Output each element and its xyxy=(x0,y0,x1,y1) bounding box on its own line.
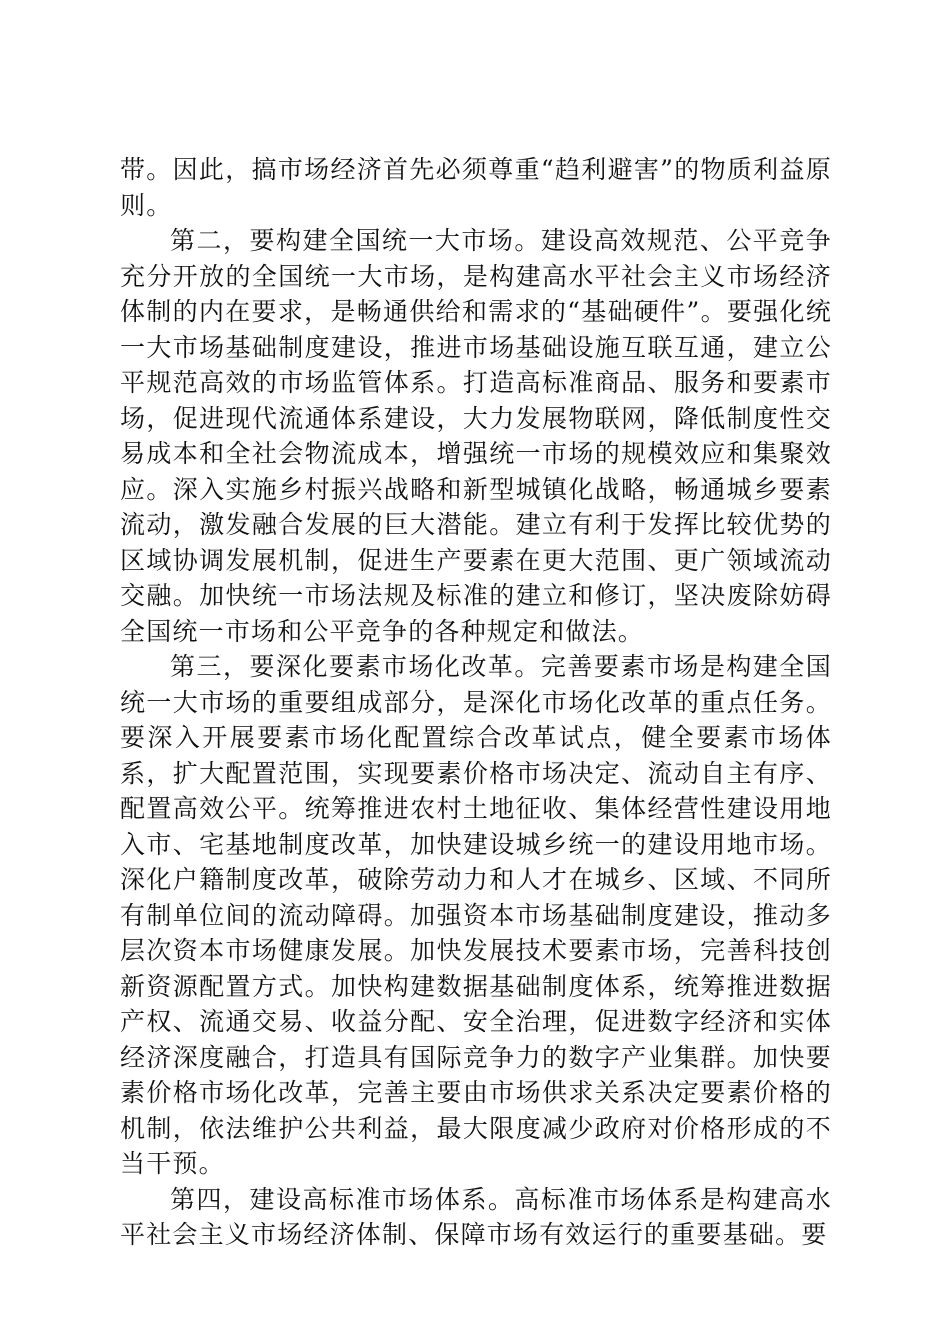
paragraph-high-standard-market: 第四，建设高标准市场体系。高标准市场体系是构建高水平社会主义市场经济体制、保障市场有效运行的重要基础。要 xyxy=(120,1184,832,1249)
paragraph-factor-market-reform: 第三，要深化要素市场化改革。完善要素市场是构建全国统一大市场的重要组成部分，是深化市场化改革的重点任务。要深入开展要素市场化配置综合改革试点，健全要素市场体系，扩大配置范围，实现要素价格市场决定、流动自主有序、配置高效公平。统筹推进农村土地征收、集体经营性建设用地入市、宅基地制度改革，加快建设城乡统一的建设用地市场。深化户籍制度改革，破除劳动力和人才在城乡、区域、不同所有制单位间的流动障碍。加强资本市场基础制度建设，推动多层次资本市场健康发展。加快发展技术要素市场，完善科技创新资源配置方式。加快构建数据基础制度体系，统筹推进数据产权、流通交易、收益分配、安全治理，促进数字经济和实体经济深度融合，打造具有国际竞争力的数字产业集群。加快要素价格市场化改革，完善主要由市场供求关系决定要素价格的机制，依法维护公共利益，最大限度减少政府对价格形成的不当干预。 xyxy=(120,652,832,1178)
paragraph-continuation: 带。因此，搞市场经济首先必须尊重“趋利避害”的物质利益原则。 xyxy=(120,155,832,220)
body-text xyxy=(120,152,832,1253)
paragraph-unified-market: 第二，要构建全国统一大市场。建设高效规范、公平竞争充分开放的全国统一大市场，是构建高水平社会主义市场经济体制的内在要求，是畅通供给和需求的“基础硬件”。要强化统一大市场基础制度建设，推进市场基础设施互联互通，建立公平规范高效的市场监管体系。打造高标准商品、服务和要素市场，促进现代流通体系建设，大力发展物联网，降低制度性交易成本和全社会物流成本，增强统一市场的规模效应和集聚效应。深入实施乡村振兴战略和新型城镇化战略，畅通城乡要素流动，激发融合发展的巨大潜能。建立有利于发挥比较优势的区域协调发展机制，促进生产要素在更大范围、更广领域流动交融。加快统一市场法规及标准的建立和修订，坚决废除妨碍全国统一市场和公平竞争的各种规定和做法。 xyxy=(120,226,832,646)
